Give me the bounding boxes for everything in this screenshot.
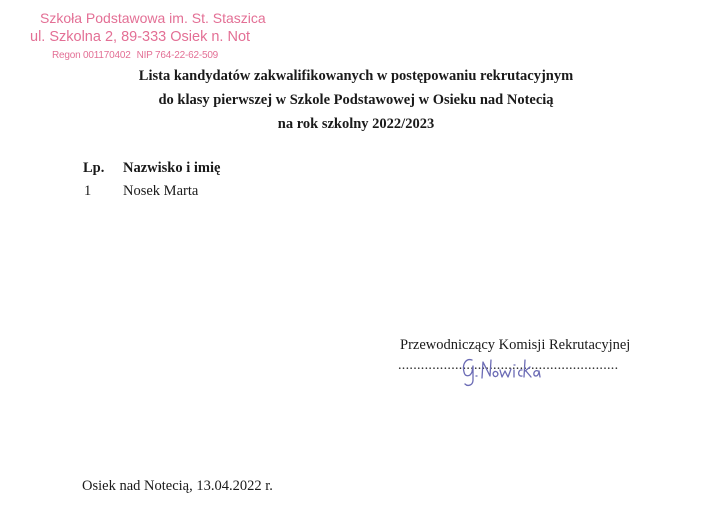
stamp-address: ul. Szkolna 2, 89-333 Osiek n. Not (30, 29, 251, 45)
document-title (0, 64, 724, 136)
stamp-ids (52, 50, 218, 61)
committee-chair-title: Przewodniczący Komisji Rekrutacyjnej (400, 337, 631, 353)
header-name: Nazwisko i imię (123, 160, 221, 176)
title-line-3: na rok szkolny 2022/2023 (277, 116, 435, 132)
stamp-regon: Regon 001170402 (52, 50, 131, 61)
stamp-nip: NIP 764-22-62-509 (136, 50, 219, 61)
signature-drawing (456, 350, 556, 390)
place-and-date: Osiek nad Notecią, 13.04.2022 r. (82, 478, 273, 494)
header-lp: Lp. (83, 160, 105, 176)
row-1-lp: 1 (84, 183, 92, 199)
title-line-2: do klasy pierwszej w Szkole Podstawowej w Osieku nad Notecią (158, 92, 554, 108)
handwritten-signature (456, 350, 556, 395)
signature-line: .......................................................... (398, 358, 619, 373)
row-1-name: Nosek Marta (123, 183, 199, 199)
title-line-1: Lista kandydatów zakwalifikowanych w postępowaniu rekrutacyjnym (138, 68, 574, 84)
stamp-school-name: Szkoła Podstawowa im. St. Staszica (40, 10, 266, 26)
